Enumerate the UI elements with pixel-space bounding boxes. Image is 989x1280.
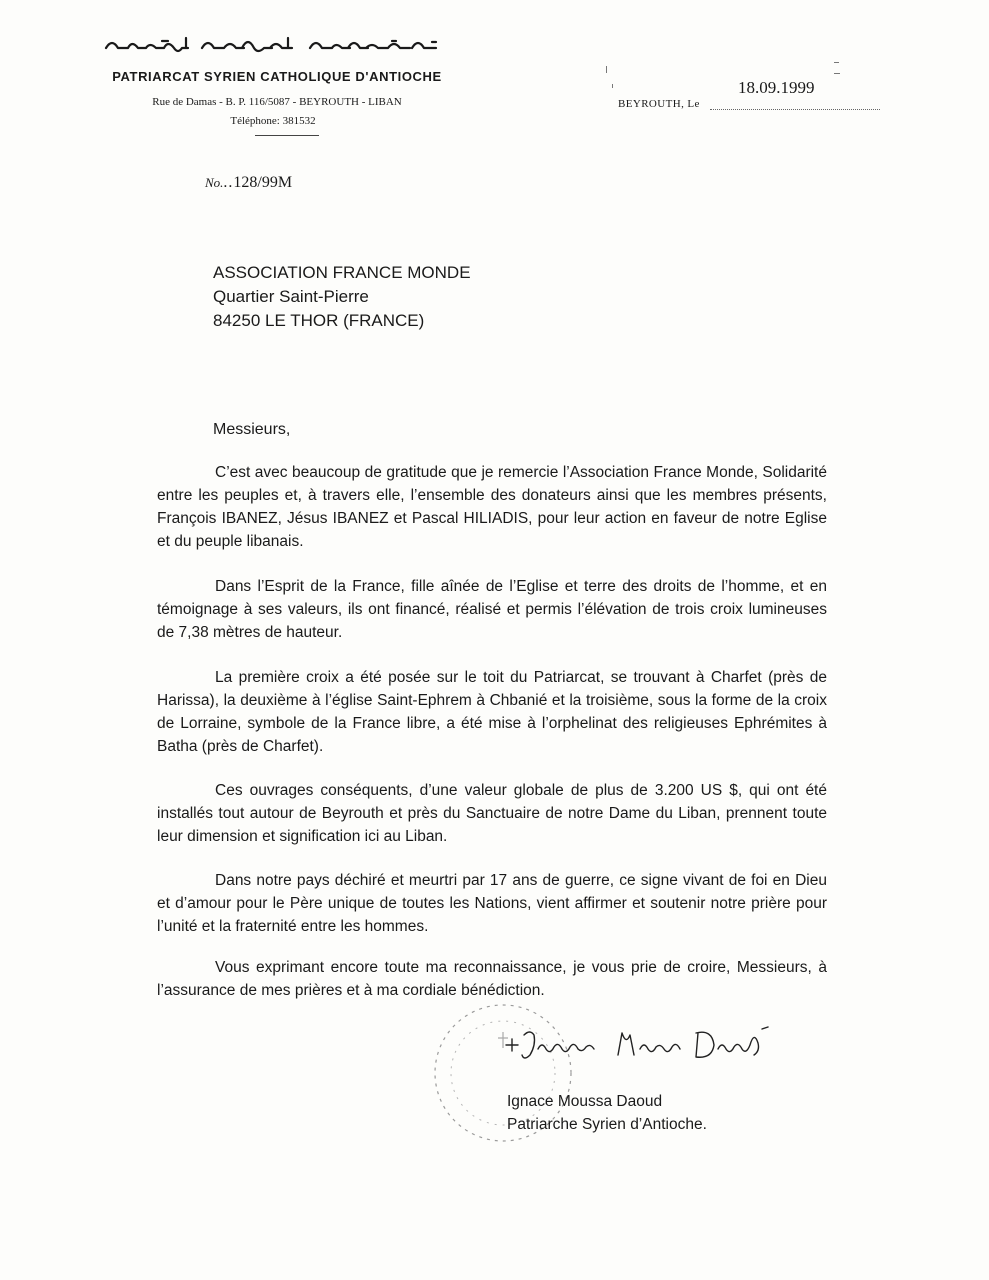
date-block — [618, 78, 880, 112]
recipient-street: Quartier Saint-Pierre — [213, 287, 369, 306]
body-paragraph: La première croix a été posée sur le toit du Patriarcat, se trouvant à Charfet (près de Harissa), la deuxième à l’église Saint-Ephrem à Chbanié et la troisième, sous la forme de la croix de Lorraine, symbole de la France libre, a été mise à l’orphelinat des religieuses Ephrémites à Batha (près de Charfet). — [157, 669, 827, 755]
organization-phone: Téléphone: 381532 — [230, 115, 316, 127]
date-dotted-line — [710, 109, 880, 110]
signer-block — [507, 1090, 707, 1136]
reference-dots: .. — [223, 174, 234, 191]
body-paragraph: Ces ouvrages conséquents, d’une valeur globale de plus de 3.200 US $, qui ont été installés tout autour de Beyrouth et près du Sanctuaire de notre Dame du Liban, prennent toute leur dimension et signification ici au Liban. — [157, 782, 827, 845]
recipient-name: ASSOCIATION FRANCE MONDE — [213, 263, 471, 282]
reference-value: 128/99M — [233, 174, 293, 191]
scan-mark — [834, 73, 840, 74]
letterhead-divider — [255, 135, 319, 136]
body-paragraph: C’est avec beaucoup de gratitude que je remercie l’Association France Monde, Solidarité entre les peuples et, à travers elle, l’ensemble des donateurs ainsi que les membres présents, François IBANEZ, Jésus IBANEZ et Pascal HILIADIS, pour leur action en faveur de notre Eglise et du peuple libanais. — [157, 464, 827, 550]
handwritten-signature — [500, 1015, 780, 1075]
reference-number — [205, 174, 292, 192]
date-place-label: BEYROUTH, Le — [618, 98, 700, 110]
organization-name: PATRIARCAT SYRIEN CATHOLIQUE D'ANTIOCHE — [112, 69, 442, 84]
body-paragraph: Dans l’Esprit de la France, fille aînée de l’Eglise et terre des droits de l’homme, et en témoignage à ses valeurs, ils ont financé, réalisé et permis l’élévation de trois croix lumineuses de 7,38 mètres de hauteur. — [157, 578, 827, 641]
recipient-city: 84250 LE THOR (FRANCE) — [213, 311, 425, 330]
recipient-address — [213, 261, 471, 333]
body-paragraph: Dans notre pays déchiré et meurtri par 17 ans de guerre, ce signe vivant de foi en Dieu et d’amour pour le Père unique de toutes les Nations, vient affirmer et soutenir notre prière pour l’unité et la fraternité entre les hommes. — [157, 872, 827, 935]
letterhead — [80, 32, 460, 136]
salutation: Messieurs, — [213, 421, 291, 438]
scan-mark — [834, 62, 839, 63]
scan-mark — [606, 66, 607, 73]
body-paragraph: Vous exprimant encore toute ma reconnaissance, je vous prie de croire, Messieurs, à l’assurance de mes prières et à ma cordiale bénédiction. — [157, 959, 827, 999]
reference-label: No. — [205, 175, 224, 190]
scan-mark — [612, 84, 613, 88]
organization-address: Rue de Damas - B. P. 116/5087 - BEYROUTH - LIBAN — [152, 96, 402, 108]
signer-name: Ignace Moussa Daoud — [507, 1093, 663, 1110]
syriac-script-logo — [102, 32, 452, 56]
signer-title: Patriarche Syrien d’Antioche. — [507, 1116, 707, 1133]
letter-date: 18.09.1999 — [738, 78, 815, 97]
